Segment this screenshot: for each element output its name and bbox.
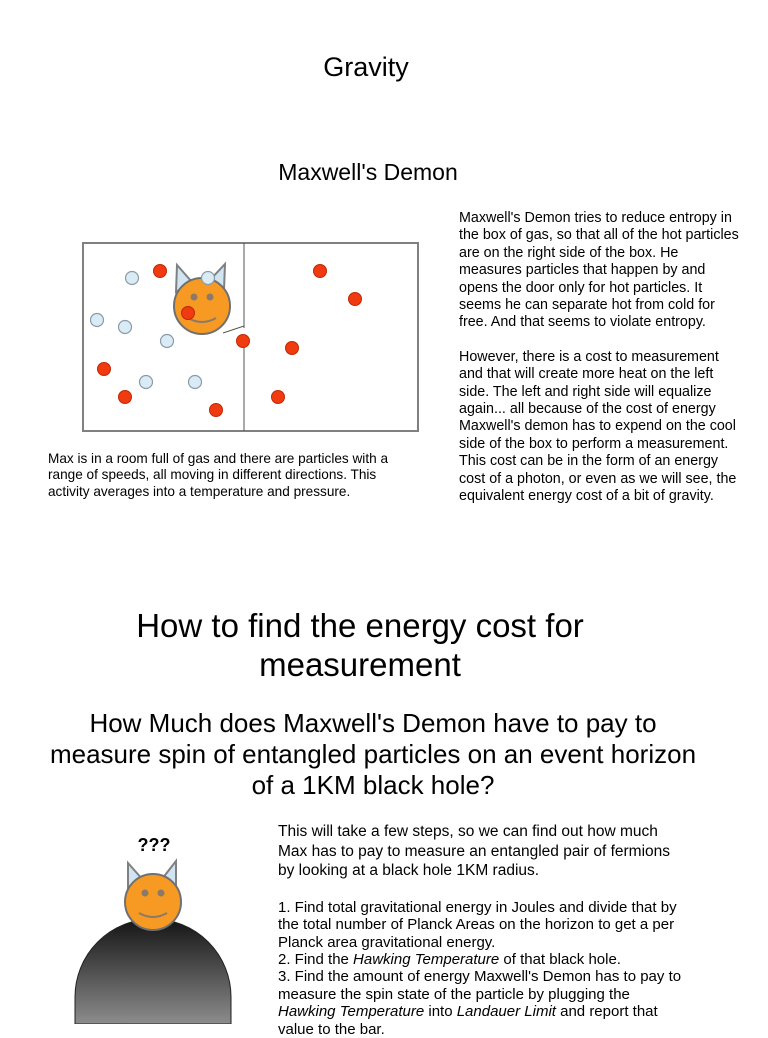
steps-text <box>278 822 688 1038</box>
hot-particle <box>314 265 327 278</box>
step-3-suffix: and report that value to the bar. <box>278 1003 658 1038</box>
cold-particle <box>161 335 174 348</box>
hot-particle <box>119 391 132 404</box>
cold-particle <box>140 376 153 389</box>
hot-particle <box>286 342 299 355</box>
step-3 <box>278 968 688 1038</box>
step-3-mid: into <box>424 1003 457 1021</box>
demon-box-diagram <box>80 240 422 436</box>
steps-intro: This will take a few steps, so we can find out how much Max has to pay to measure an entangled pair of fermions by looking at a black hole 1KM radius. <box>278 823 671 880</box>
question-marks: ??? <box>137 835 171 855</box>
hot-particle <box>237 335 250 348</box>
step-2-term: Hawking Temperature <box>353 951 500 968</box>
question-heading: How Much does Maxwell's Demon have to pay to measure spin of entangled particles on an event horizon of a 1KM black hole? <box>49 708 697 800</box>
hot-particle <box>182 307 195 320</box>
step-3-term-1: Hawking Temperature <box>278 1003 425 1021</box>
step-2-suffix: of that black hole. <box>499 951 621 968</box>
step-1: 1. Find total gravitational energy in Joules and divide that by the total number of Planck Areas on the horizon to get a per Planck area gravitational energy. <box>278 898 677 951</box>
demon-on-black-hole <box>70 855 240 1024</box>
step-3-term-2: Landauer Limit <box>456 1003 556 1021</box>
black-hole-shape <box>75 919 231 1024</box>
cold-particle <box>119 321 132 334</box>
cold-particle <box>189 376 202 389</box>
page-title: Gravity <box>323 52 409 82</box>
step-2-prefix: 2. Find the <box>278 951 354 968</box>
hot-particle <box>98 363 111 376</box>
explanation-paragraph-2: However, there is a cost to measurement and that will create more heat on the left side. The left and right side will equalize again... all because of the cost of energy Maxwell's demon has to expend on the cool side of the box to perform a measurement. This cost can be in the form of an energy cost of a photon, or even as we will see, the equivalent energy cost of a bit of gravity. <box>459 348 737 505</box>
hot-particle <box>349 293 362 306</box>
hot-particle <box>154 265 167 278</box>
cold-particle <box>202 272 215 285</box>
demon-icon <box>125 861 181 930</box>
energy-cost-heading: How to find the energy cost for measurement <box>136 607 584 683</box>
hot-particle <box>210 404 223 417</box>
diagram-caption: Max is in a room full of gas and there are particles with a range of speeds, all moving in different directions. This activity averages into a temperature and pressure. <box>48 451 389 499</box>
step-3-prefix: 3. Find the amount of energy Maxwell's Demon has to pay to measure the spin state of the particle by plugging the <box>278 968 682 1003</box>
cold-particle <box>126 272 139 285</box>
cold-particle <box>91 314 104 327</box>
step-2 <box>278 951 688 968</box>
section-subtitle: Maxwell's Demon <box>278 159 458 185</box>
demon-explanation <box>459 210 739 506</box>
explanation-paragraph-1: Maxwell's Demon tries to reduce entropy in the box of gas, so that all of the hot particles are on the right side of the box. He measures particles that happen by and opens the door only for hot particles. It seems he can separate hot from cold for free. And that seems to violate entropy. <box>459 210 739 331</box>
hot-particle <box>272 391 285 404</box>
